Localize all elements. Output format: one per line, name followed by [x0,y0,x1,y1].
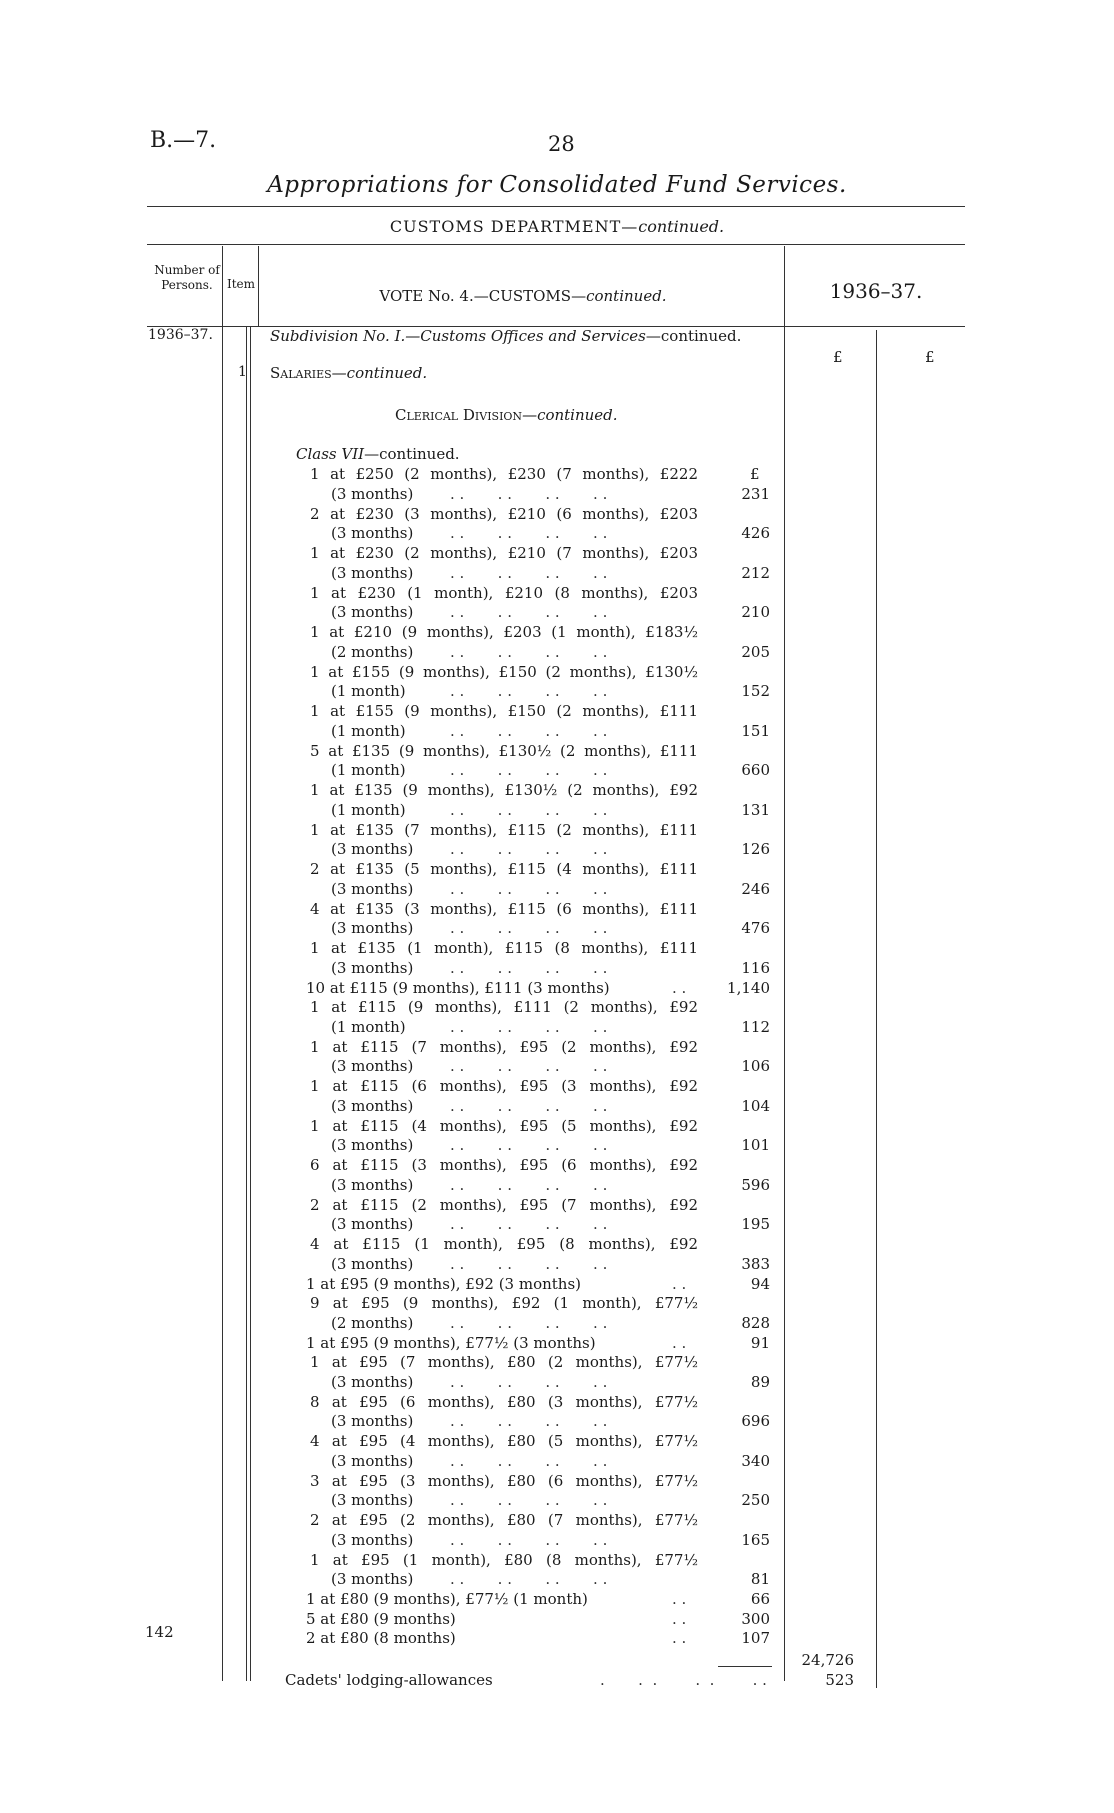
header-year: 1936–37. [829,279,923,303]
row-period: (3 months) [331,484,414,503]
row-description: 9 at £95 (9 months), £92 (1 month), £77½ [310,1294,698,1312]
table-row [0,1472,1114,1512]
row-description: 1 at £230 (1 month), £210 (8 months), £203 [310,583,698,602]
year-label-left: 1936–37. [148,327,213,343]
table-row [0,544,1114,584]
leader-dots: . . [672,1274,687,1293]
row-amount: 340 [741,1451,770,1470]
document-id: B.—7. [150,128,217,153]
row-description: 1 at £250 (2 months), £230 (7 months), £222 [310,465,698,483]
leader-dots: . . . . . . . . [450,1254,608,1273]
leader-dots: . . . . . . . . [450,800,608,819]
leader-dots: . . . . . . . . [450,1530,608,1549]
department-heading [0,217,1114,236]
rule-top [147,206,965,207]
row-description: 4 at £115 (1 month), £95 (8 months), £92 [310,1235,698,1253]
row-amount: 131 [741,800,770,819]
row-period: (3 months) [331,563,414,582]
row-period: (1 month) [331,682,406,700]
row-period: (1 month) [331,721,406,740]
item-number: 1 [238,364,247,380]
table-row [0,742,1114,782]
leader-dots: . . . . . . . . [450,1215,608,1233]
row-amount: 151 [741,721,770,740]
rule-header-top [147,244,965,245]
leader-dots: . . . . . . . . [450,1491,608,1509]
row-period: (3 months) [331,1372,414,1391]
leader-dots: . . . . . . . . [450,840,608,858]
leader-dots: . . . . . . . . [450,919,608,937]
salaries-continued: —continued. [331,364,428,382]
division-heading [395,406,618,424]
leader-dots: . . . . . . . . [450,1136,608,1154]
row-amount: 250 [741,1491,770,1509]
leader-dots: . . . . . . . . [450,1570,608,1588]
row-amount: 165 [741,1530,770,1549]
leader-dots: . . . . . . . . [450,524,608,542]
row-amount: 107 [741,1629,770,1647]
leader-dots: . . . . . . . . [450,958,608,977]
row-description: 10 at £115 (9 months), £111 (3 months) [306,978,610,997]
row-amount: 126 [741,840,770,858]
leader-dots: . . [672,1590,687,1608]
row-period: (1 month) [331,761,406,779]
row-period: (3 months) [331,1570,414,1588]
table-row [0,623,1114,663]
vote-title: VOTE No. 4.—CUSTOMS— [379,287,587,305]
row-description: 1 at £210 (9 months), £203 (1 month), £183½ [310,623,698,641]
leader-dots: . . . . . . . . [450,1412,608,1430]
leader-dots: . . [672,1629,687,1647]
row-description: 1 at £95 (9 months), £77½ (3 months) [306,1333,596,1352]
row-description: 5 at £135 (9 months), £130½ (2 months), £111 [310,741,698,760]
row-amount: 426 [741,524,770,542]
row-period: (3 months) [331,879,414,898]
leader-dots: . . [672,978,687,997]
leader-dots: . . . . . . . . [450,1372,608,1391]
row-description: 1 at £155 (9 months), £150 (2 months), £130½ [310,662,698,681]
leader-dots: . . . . . . . . [450,484,608,503]
col-rule-vote-header [784,246,785,326]
row-description: 1 at £135 (7 months), £115 (2 months), £111 [310,820,698,839]
table-row [0,1235,1114,1275]
leader-dots: . . . . . . . . [450,1451,608,1470]
row-amount: 66 [750,1590,770,1608]
table-row [0,702,1114,742]
row-description: 1 at £155 (9 months), £150 (2 months), £111 [310,702,698,720]
row-description: 4 at £95 (4 months), £80 (5 months), £77½ [310,1432,698,1450]
row-period: (3 months) [331,840,414,858]
cadets-label: Cadets' lodging-allowances [285,1671,493,1689]
table-row [0,465,1114,505]
row-description: 5 at £80 (9 months) [306,1609,456,1628]
row-description: 2 at £230 (3 months), £210 (6 months), £203 [310,504,698,523]
row-period: (3 months) [331,1057,414,1075]
table-row [0,821,1114,861]
row-amount: 205 [741,642,770,661]
header-persons: Number of Persons. [154,263,220,292]
table-row [0,1196,1114,1236]
table-row [0,663,1114,703]
row-description: 1 at £80 (9 months), £77½ (1 month) [306,1590,588,1608]
row-period: (3 months) [331,958,414,977]
row-description: 1 at £115 (6 months), £95 (3 months), £92 [310,1077,698,1095]
table-row [0,979,1114,999]
row-amount: 246 [741,879,770,898]
row-period: (3 months) [331,919,414,937]
row-amount: 300 [741,1609,770,1628]
row-period: (3 months) [331,1254,414,1273]
row-amount: 212 [741,563,770,582]
row-amount: 231 [741,484,770,503]
row-period: (3 months) [331,1412,414,1430]
salaries-label: Salaries [270,364,332,382]
row-description: 1 at £135 (9 months), £130½ (2 months), £92 [310,781,698,799]
col-rule-item-header [258,246,259,326]
currency-symbol: £ [925,348,935,366]
subdivision-heading [270,327,741,345]
leader-dots: . . . . . . . . [450,603,608,621]
department-name: CUSTOMS DEPARTMENT— [389,217,639,236]
row-amount: 112 [741,1017,770,1036]
row-description: 2 at £95 (2 months), £80 (7 months), £77½ [310,1511,698,1529]
currency-symbol: £ [833,348,843,366]
class-heading [296,445,460,463]
persons-total: 142 [145,1623,174,1641]
row-description: 2 at £135 (5 months), £115 (4 months), £111 [310,860,698,878]
row-period: (1 month) [331,800,406,819]
leader-dots: . . . . . . . . [450,563,608,582]
row-description: 1 at £95 (9 months), £92 (3 months) [306,1274,582,1293]
row-amount: 596 [741,1175,770,1194]
row-description: 8 at £95 (6 months), £80 (3 months), £77½ [310,1392,698,1411]
row-amount: 89 [750,1372,770,1391]
page-title: Appropriations for Consolidated Fund Services. [267,172,847,198]
leader-dots: . . [672,1333,687,1352]
row-amount: 116 [741,958,770,977]
row-description: 1 at £95 (7 months), £80 (2 months), £77½ [310,1353,698,1371]
row-period: (2 months) [331,642,414,661]
leader-dots: . . . . . . . . [450,642,608,661]
row-period: (3 months) [331,1215,414,1233]
row-amount: 101 [741,1136,770,1154]
row-period: (3 months) [331,1530,414,1549]
table-row [0,998,1114,1038]
row-description: 1 at £115 (4 months), £95 (5 months), £92 [310,1116,698,1135]
row-amount: 195 [741,1215,770,1233]
subdivision-continued: —continued. [645,327,742,345]
row-description: 2 at £80 (8 months) [306,1629,456,1647]
subdivision-label: Subdivision No. I.—Customs Offices and Services [270,327,646,345]
row-period: (3 months) [331,1491,414,1509]
row-amount: 94 [750,1274,770,1293]
table-row [0,1275,1114,1295]
table-row [0,1393,1114,1433]
leader-dots: . . . . . . . . [450,1017,608,1036]
row-description: 1 at £95 (1 month), £80 (8 months), £77½ [310,1550,698,1569]
page-number: 28 [548,132,575,156]
row-period: (3 months) [331,1451,414,1470]
table-row [0,781,1114,821]
row-period: (3 months) [331,1096,414,1115]
leader-dots: . . . . . . . . [450,1175,608,1194]
row-period: (3 months) [331,524,414,542]
table-row [0,584,1114,624]
row-amount: 383 [741,1254,770,1273]
salary-rows [0,465,1114,1649]
row-amount: 210 [741,603,770,621]
table-row [0,505,1114,545]
table-row [0,1038,1114,1078]
row-amount: 696 [741,1412,770,1430]
table-row [0,1432,1114,1472]
table-row [0,1551,1114,1591]
row-description: 1 at £115 (7 months), £95 (2 months), £92 [310,1037,698,1056]
leader-dots: . . . . . . . . [450,721,608,740]
col-rule-persons-header [222,246,223,326]
cadets-amount: 523 [825,1671,854,1689]
vote-continued: continued. [586,287,667,305]
table-row [0,1156,1114,1196]
salaries-total: 24,726 [801,1651,854,1669]
row-amount: 152 [741,682,770,700]
row-amount: 1,140 [727,978,770,997]
row-description: 1 at £230 (2 months), £210 (7 months), £203 [310,544,698,562]
table-row [0,1511,1114,1551]
leader-dots: . . . . . . . . [450,761,608,779]
row-description: 1 at £115 (9 months), £111 (2 months), £92 [310,998,698,1016]
table-row [0,939,1114,979]
leader-dots: . . . . . . . . [450,879,608,898]
division-continued: —continued. [522,406,618,424]
table-row [0,1117,1114,1157]
table-row [0,1077,1114,1117]
division-label: Clerical Division [395,406,523,424]
table-row [0,1294,1114,1334]
row-description: 2 at £115 (2 months), £95 (7 months), £92 [310,1195,698,1214]
table-row [0,1590,1114,1610]
header-vote [262,287,784,305]
row-amount: 106 [741,1057,770,1075]
rule-subtotal [718,1666,772,1667]
leader-dots: . . . . . . . . [450,682,608,700]
salaries-heading [270,364,427,382]
table-row [0,900,1114,940]
leader-dots: . . [672,1609,687,1628]
row-amount: 81 [750,1570,770,1588]
currency-symbol: £ [750,465,760,483]
row-period: (1 month) [331,1017,406,1036]
row-description: 6 at £115 (3 months), £95 (6 months), £92 [310,1156,698,1174]
table-row [0,860,1114,900]
class-continued: —continued. [364,445,460,463]
row-description: 1 at £135 (1 month), £115 (8 months), £111 [310,939,698,957]
row-amount: 104 [741,1096,770,1115]
leader-dots: . . . . . . . . [450,1057,608,1075]
department-continued: continued. [638,217,725,236]
class-label: Class VII [296,445,365,463]
row-description: 4 at £135 (3 months), £115 (6 months), £111 [310,899,698,918]
row-description: 3 at £95 (3 months), £80 (6 months), £77½ [310,1471,698,1490]
row-period: (3 months) [331,603,414,621]
row-period: (3 months) [331,1175,414,1194]
row-amount: 91 [750,1333,770,1352]
row-amount: 476 [741,919,770,937]
row-amount: 660 [741,761,770,779]
leader-dots: . . . . . . . [600,1671,767,1689]
row-period: (3 months) [331,1136,414,1154]
table-row [0,1334,1114,1354]
row-period: (2 months) [331,1313,414,1332]
table-row [0,1353,1114,1393]
leader-dots: . . . . . . . . [450,1096,608,1115]
header-item: Item [226,277,256,291]
row-amount: 828 [741,1313,770,1332]
leader-dots: . . . . . . . . [450,1313,608,1332]
